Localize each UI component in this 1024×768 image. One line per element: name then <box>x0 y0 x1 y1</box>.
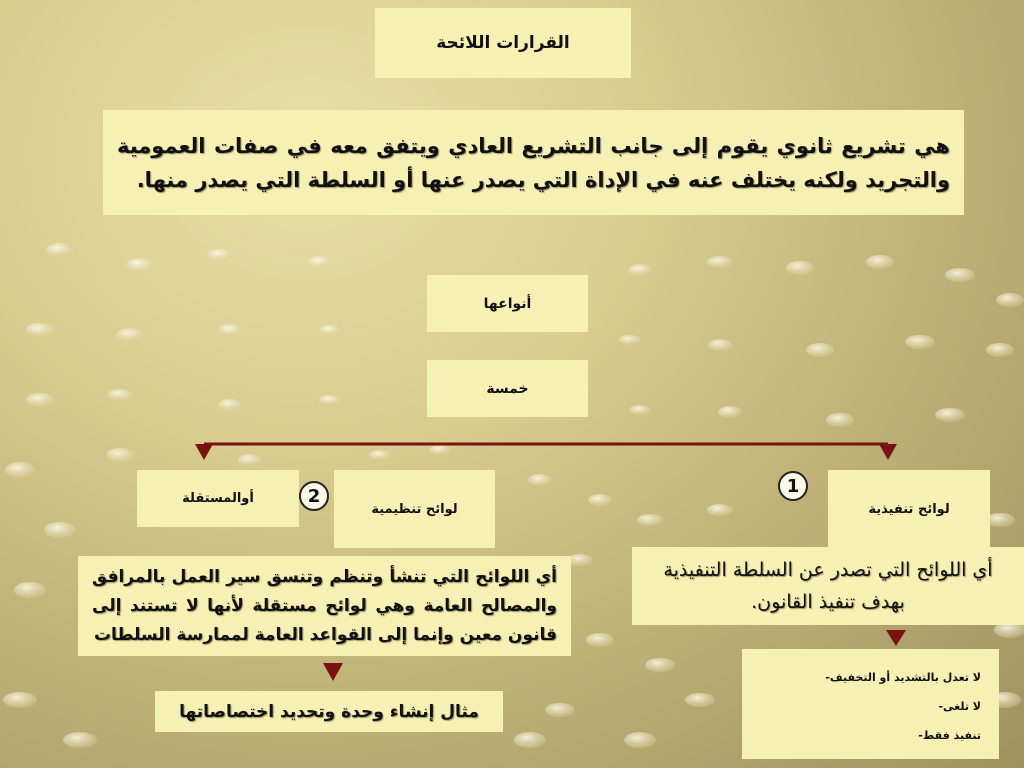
count-box: خمسة <box>427 360 588 417</box>
example-box: مثال إنشاء وحدة وتحديد اختصاصاتها <box>155 691 503 732</box>
page-title: القرارات اللائحة <box>375 8 631 78</box>
number-badge-1: 1 <box>778 471 808 501</box>
list-item-text: لا تعدل بالتشديد أو التخفيف <box>829 671 981 684</box>
executive-definition-box: أي اللوائح التي تصدر عن السلطة التنفيذية بهدف تنفيذ القانون. <box>632 547 1024 625</box>
independent-regulations-box: أوالمستقلة <box>137 470 299 527</box>
list-item <box>742 729 981 758</box>
number-badge-2: 2 <box>299 481 329 511</box>
list-item <box>742 700 981 729</box>
list-item-dash: - <box>825 671 830 684</box>
list-item-dash: - <box>938 700 944 713</box>
definition-box: هي تشريع ثانوي يقوم إلى جانب التشريع العادي ويتفق معه في صفات العمومية والتجريد ولكنه يختلف عنه في الإداة التي يصدر عنها أو السلطة التي يصدر منها. <box>103 110 964 215</box>
regulatory-regulations-box: لوائح تنظيمية <box>334 470 495 548</box>
executive-properties-box <box>742 649 999 759</box>
list-item-text: لا تلغى <box>943 700 981 713</box>
list-item-text: تنفيذ فقط <box>922 729 981 742</box>
properties-list <box>742 671 981 758</box>
types-box: أنواعها <box>427 275 588 332</box>
executive-regulations-box: لوائح تنفيذية <box>828 470 990 548</box>
list-item <box>742 671 981 700</box>
list-item-dash: - <box>918 729 923 742</box>
regulatory-definition-box: أي اللوائح التي تنشأ وتنظم وتنسق سير العمل بالمرافق والمصالح العامة وهي لوائح مستقلة لأنها لا تستند إلى قانون معين وإنما إلى القواعد العامة لممارسة السلطات <box>78 556 571 656</box>
